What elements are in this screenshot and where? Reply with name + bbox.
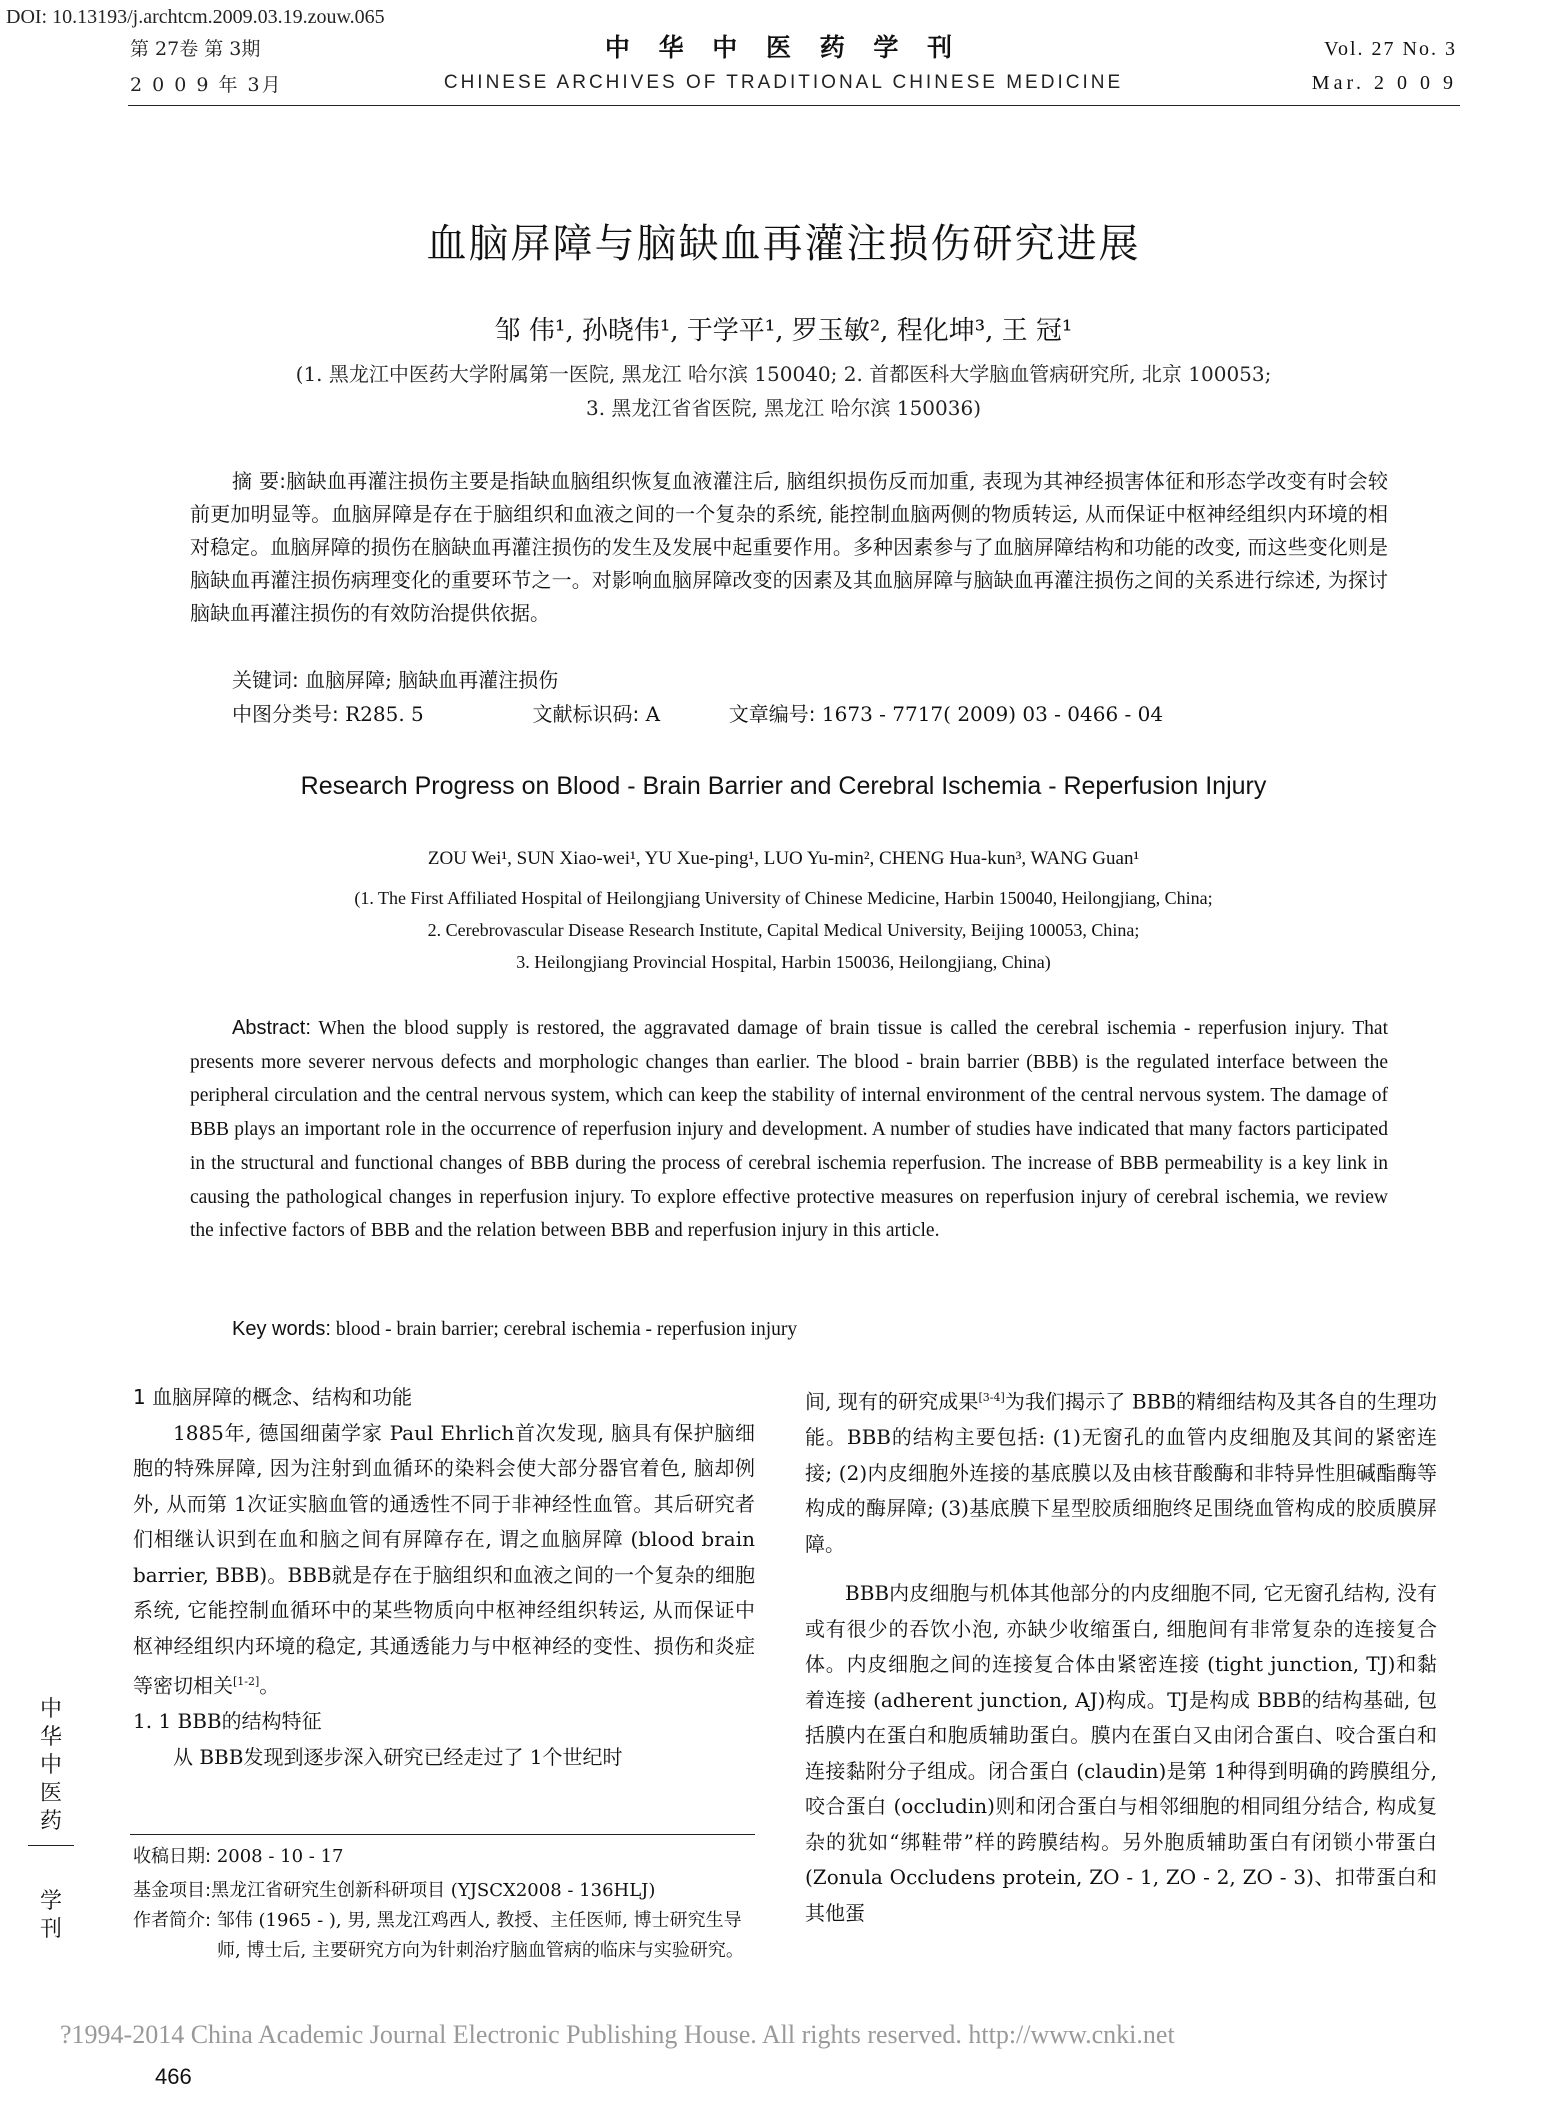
right-paragraph-1-a: 间, 现有的研究成果 — [805, 1389, 979, 1414]
header-rule — [128, 105, 1460, 106]
article-no-value: 1673 - 7717( 2009) 03 - 0466 - 04 — [821, 702, 1164, 726]
keywords-zh — [232, 664, 558, 697]
left-paragraph-2: 从 BBB发现到逐步深入研究已经走过了 1个世纪时 — [173, 1744, 623, 1769]
right-paragraph-1 — [805, 1380, 1437, 1562]
abstract-en — [190, 1012, 1388, 1248]
affiliation-en-1: (1. The First Affiliated Hospital of Heilongjiang University of Chinese Medicine, Harbin 150040, Heilongjiang, China; — [354, 888, 1213, 908]
right-column — [805, 1380, 1437, 1931]
keywords-zh-text: 血脑屏障; 脑缺血再灌注损伤 — [305, 668, 559, 692]
received-label: 收稿日期: — [133, 1846, 212, 1867]
header-volume-zh: 第 27卷 第 3期 — [130, 38, 261, 60]
keywords-en-text: blood - brain barrier; cerebral ischemia - reperfusion injury — [335, 1319, 798, 1340]
authors-en: ZOU Wei¹, SUN Xiao-wei¹, YU Xue-ping¹, LUO Yu-min², CHENG Hua-kun³, WANG Guan¹ — [427, 848, 1140, 869]
abstract-en-label: Abstract: — [232, 1017, 311, 1039]
footnote-rule — [130, 1834, 755, 1835]
sidebar-journal-name: 中华中医药 — [39, 1697, 62, 1834]
journal-title-zh: 中 华 中 医 药 学 刊 — [604, 33, 963, 62]
author-bio-line — [133, 1906, 755, 1966]
left-paragraph-1-end: 。 — [259, 1673, 280, 1698]
keywords-en-label: Key words: — [232, 1318, 331, 1340]
doc-code-label: 文献标识码: — [532, 702, 640, 726]
left-paragraph-1-text: 1885年, 德国细菌学家 Paul Ehrlich首次发现, 脑具有保护脑细胞的特殊屏障, 因为注射到血循环的染料会使大部分器官着色, 脑却例外, 从而第 1次证实脑血管的通透性不同于非神经性血管。其后研究者们相继认识到在血和脑之间有屏障存在, 谓之血脑屏障 (blood brain barrier, BBB)。BBB就是存在于脑组织和血液之间的一个复杂的细胞系统, 它能控制血循环中的某些物质向中枢神经组织转运, 从而保证中枢神经组织内环境的稳定, 其通透能力与中枢神经的变性、损伤和炎症等密切相关 — [133, 1420, 755, 1698]
right-paragraph-2: BBB内皮细胞与机体其他部分的内皮细胞不同, 它无窗孔结构, 没有或有很少的吞饮小泡, 亦缺少收缩蛋白, 细胞间有非常复杂的连接复合体。内皮细胞之间的连接复合体由紧密连接 (tight junction, TJ)和黏着连接 (adherent junction, AJ)构成。TJ是构成 BBB的结构基础, 包括膜内在蛋白和胞质辅助蛋白。膜内在蛋白又由闭合蛋白、咬合蛋白和连接黏附分子组成。闭合蛋白 (claudin)是第 1种得到明确的跨膜组分, 咬合蛋白 (occludin)则和闭合蛋白与相邻细胞的相同组分结合, 构成复杂的犹如“绑鞋带”样的跨膜结构。另外胞质辅助蛋白有闭锁小带蛋白 (Zonula Occludens protein, ZO - 1, ZO - 2, ZO - 3)、扣带蛋白和其他蛋 — [805, 1581, 1437, 1925]
fund-label: 基金项目: — [133, 1880, 212, 1901]
abstract-en-text: When the blood supply is restored, the aggravated damage of brain tissue is called the cerebral ischemia - reperfusion injury. That presents more severer nervous defects and morphologic changes than earlier. The blood - brain barrier (BBB) is the regulated interface between the peripheral circulation and the central nervous system, which can keep the stability of internal environment of the central nervous system. The damage of BBB plays an important role in the occurrence of reperfusion injury and development. A number of studies have indicated that many factors participated in the structural and functional changes of BBB during the process of cerebral ischemia reperfusion. The increase of BBB permeability is a key link in causing the pathological changes in reperfusion injury. To explore effective protective measures on reperfusion injury of cerebral ischemia, we review the infective factors of BBB and the relation between BBB and reperfusion injury in this article. — [190, 1018, 1388, 1242]
author-bio-text: 邹伟 (1965 - ), 男, 黑龙江鸡西人, 教授、主任医师, 博士研究生导师, 博士后, 主要研究方向为针刺治疗脑血管病的临床与实验研究。 — [216, 1910, 744, 1961]
doi: DOI: 10.13193/j.archtcm.2009.03.19.zouw.065 — [6, 6, 385, 28]
clc-label: 中图分类号: — [232, 702, 339, 726]
sidebar-rule — [28, 1845, 74, 1846]
right-paragraph-1-ref: [3-4] — [978, 1391, 1005, 1404]
authors-zh: 邹 伟¹, 孙晓伟¹, 于学平¹, 罗玉敏², 程化坤³, 王 冠¹ — [494, 316, 1073, 346]
sidebar-journal-suffix: 学刊 — [39, 1889, 62, 1942]
doc-code-value: A — [645, 702, 661, 726]
header-volume-en: Vol. 27 No. 3 — [1324, 38, 1457, 60]
right-paragraph-1-b: 为我们揭示了 BBB的精细结构及其各自的生理功能。BBB的结构主要包括: (1)无窗孔的血管内皮细胞及其间的紧密连接; (2)内皮细胞外连接的基底膜以及由核苷酸酶和非特异性胆碱酯酶等构成的酶屏障; (3)基底膜下星型胶质细胞终足围绕血管构成的胶质膜屏障。 — [805, 1389, 1438, 1556]
received-line — [133, 1842, 755, 1872]
article-title-en: Research Progress on Blood - Brain Barrier and Cerebral Ischemia - Reperfusion Injury — [300, 772, 1267, 800]
keywords-zh-label: 关键词: — [232, 668, 299, 692]
clc-value: R285. 5 — [345, 702, 424, 726]
fund-text: 黑龙江省研究生创新科研项目 (YJSCX2008 - 136HLJ) — [211, 1880, 656, 1901]
footnote — [133, 1842, 755, 1966]
header-date-en: Mar. 2 0 0 9 — [1311, 72, 1457, 94]
article-title-zh: 血脑屏障与脑缺血再灌注损伤研究进展 — [426, 221, 1141, 267]
abstract-zh-label: 摘 要: — [232, 469, 286, 493]
affiliation-zh-1: (1. 黑龙江中医药大学附属第一医院, 黑龙江 哈尔滨 150040; 2. 首都医科大学脑血管病研究所, 北京 100053; — [295, 362, 1272, 386]
affiliation-zh-2: 3. 黑龙江省省医院, 黑龙江 哈尔滨 150036) — [585, 396, 982, 420]
subsection-1-1-heading: 1. 1 BBB的结构特征 — [133, 1709, 322, 1734]
left-paragraph-1 — [133, 1416, 755, 1705]
classification-line — [232, 698, 1392, 731]
header-date-zh: 2 0 0 9 年 3月 — [130, 74, 283, 96]
fund-line — [133, 1876, 755, 1906]
article-no-label: 文章编号: — [728, 702, 816, 726]
journal-title-en: CHINESE ARCHIVES OF TRADITIONAL CHINESE MEDICINE — [443, 72, 1124, 93]
abstract-zh — [190, 465, 1388, 630]
affiliation-en-3: 3. Heilongjiang Provincial Hospital, Harbin 150036, Heilongjiang, China) — [516, 952, 1051, 972]
abstract-zh-text: 脑缺血再灌注损伤主要是指缺血脑组织恢复血液灌注后, 脑组织损伤反而加重, 表现为其神经损害体征和形态学改变有时会较前更加明显等。血脑屏障是存在于脑组织和血液之间的一个复杂的系统, 能控制血脑两侧的物质转运, 从而保证中枢神经组织内环境的相对稳定。血脑屏障的损伤在脑缺血再灌注损伤的发生及发展中起重要作用。多种因素参与了血脑屏障结构和功能的改变, 而这些变化则是脑缺血再灌注损伤病理变化的重要环节之一。对影响血脑屏障改变的因素及其血脑屏障与脑缺血再灌注损伤之间的关系进行综述, 为探讨脑缺血再灌注损伤的有效防治提供依据。 — [190, 469, 1388, 625]
affiliation-en-2: 2. Cerebrovascular Disease Research Institute, Capital Medical University, Beijing 100053, China; — [427, 920, 1140, 940]
page-number: 466 — [155, 2064, 192, 2089]
section-1-heading: 1 血脑屏障的概念、结构和功能 — [133, 1385, 413, 1409]
left-column — [133, 1380, 755, 1775]
left-paragraph-1-ref: [1-2] — [233, 1675, 260, 1688]
copyright-watermark: ?1994-2014 China Academic Journal Electronic Publishing House. All rights reserved. http://www.cnki.net — [60, 2020, 1175, 2049]
received-date: 2008 - 10 - 17 — [216, 1846, 344, 1867]
author-bio-label: 作者简介: — [133, 1910, 212, 1931]
keywords-en — [232, 1313, 797, 1347]
